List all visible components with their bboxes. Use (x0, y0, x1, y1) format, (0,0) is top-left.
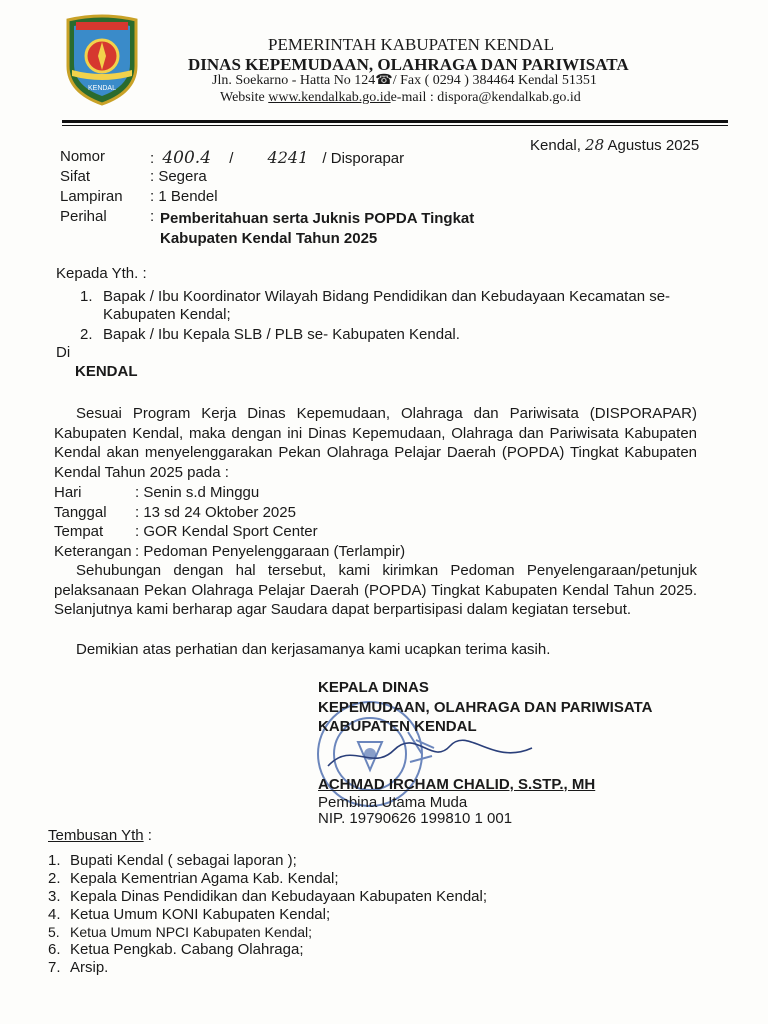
cc-item-number: 5. (48, 924, 60, 940)
nomor-colon: : (150, 150, 155, 167)
cc-item-text: Bupati Kendal ( sebagai laporan ); (70, 852, 297, 869)
nomor-value (150, 148, 404, 168)
handwritten-signature (322, 736, 542, 776)
website-label: Website (220, 90, 269, 105)
body-paragraph-3: Demikian atas perhatian dan kerjasamanya kami ucapkan terima kasih. (76, 641, 551, 658)
perihal-line-2: Kabupaten Kendal Tahun 2025 (160, 230, 378, 247)
cc-list (48, 852, 608, 977)
signature-title-1: KEPALA DINAS (318, 679, 429, 696)
letterhead-address: Jln. Soekarno - Hatta No 124☎/ Fax ( 0294 ) 384464 Kendal 51351 (212, 73, 597, 88)
nomor-label: Nomor (60, 148, 106, 165)
cc-item-text: Kepala Dinas Pendidikan dan Kebudayaan Kabupaten Kendal; (70, 888, 487, 905)
cc-item-text: Kepala Kementrian Agama Kab. Kendal; (70, 870, 339, 887)
detail-hari-value: : Senin s.d Minggu (135, 484, 260, 501)
cc-item-number: 2. (48, 870, 61, 887)
sifat-value: : Segera (150, 168, 207, 185)
cc-item-text: Arsip. (70, 959, 109, 976)
cc-item-number: 4. (48, 906, 61, 923)
nomor-separator: / (229, 150, 234, 167)
recipient-2-text: Bapak / Ibu Kepala SLB / PLB se- Kabupaten Kendal. (103, 326, 460, 343)
detail-tanggal-label: Tanggal (54, 504, 107, 521)
cc-item (48, 852, 608, 870)
signatory-rank: Pembina Utama Muda (318, 794, 468, 811)
cc-item (48, 941, 608, 959)
perihal-label: Perihal (60, 208, 107, 225)
website-link[interactable]: www.kendalkab.go.id (268, 90, 391, 105)
recipients-place: KENDAL (75, 363, 138, 380)
cc-item-text: Ketua Umum NPCI Kabupaten Kendal; (70, 924, 313, 940)
date-place: Kendal, (530, 137, 581, 154)
cc-heading (48, 827, 152, 844)
cc-item-text: Ketua Umum KONI Kabupaten Kendal; (70, 906, 331, 923)
letterhead-contact (220, 91, 581, 105)
nomor-handwritten-2: 4241 (267, 148, 309, 167)
letterhead-agency: DINAS KEPEMUDAAN, OLAHRAGA DAN PARIWISATA (188, 55, 629, 74)
cc-item-number: 3. (48, 888, 61, 905)
logo-text: KENDAL (87, 85, 117, 92)
cc-heading-text: Tembusan Yth (48, 827, 144, 844)
cc-item-text: Ketua Pengkab. Cabang Olahraga; (70, 941, 304, 958)
signatory-name: ACHMAD IRCHAM CHALID, S.STP., MH (318, 776, 596, 793)
letterhead-rule-thick (62, 120, 728, 123)
nomor-handwritten-1: 400.4 (162, 148, 212, 168)
cc-item-number: 6. (48, 941, 61, 958)
cc-item (48, 906, 608, 924)
detail-keterangan-value: : Pedoman Penyelenggaraan (Terlampir) (135, 543, 406, 560)
detail-keterangan-label: Keterangan (54, 543, 132, 560)
cc-item (48, 959, 608, 977)
letter-date (530, 138, 699, 153)
recipient-2-number: 2. (80, 326, 93, 343)
signature-title-3: KABUPATEN KENDAL (318, 718, 477, 735)
detail-hari-label: Hari (54, 484, 82, 501)
date-month-year: Agustus 2025 (607, 137, 700, 154)
signatory-nip: NIP. 19790626 199810 1 001 (318, 810, 513, 827)
nomor-suffix: / Disporapar (322, 150, 405, 167)
signature-title-2: KEPEMUDAAN, OLAHRAGA DAN PARIWISATA (318, 699, 653, 716)
letterhead-rule-thin (62, 125, 728, 126)
email-text: e-mail : dispora@kendalkab.go.id (390, 90, 581, 105)
detail-tempat-label: Tempat (54, 523, 104, 540)
lampiran-value: : 1 Bendel (150, 188, 218, 205)
body-paragraph-1: Sesuai Program Kerja Dinas Kepemudaan, Olahraga dan Pariwisata (DISPORAPAR) Kabupaten Kendal, maka dengan ini Dinas Kepemudaan, Olahraga dan Pariwisata Kabupaten Kendal akan menyelenggarakan Pekan Olahraga Pelajar Daerah (POPDA) Tingkat Kabupaten Kendal Tahun 2025 pada : (54, 405, 697, 481)
cc-item-number: 7. (48, 959, 61, 976)
recipient-1-line-2: Kabupaten Kendal; (103, 306, 231, 323)
letterhead-government: PEMERINTAH KABUPATEN KENDAL (268, 35, 555, 54)
lampiran-label: Lampiran (60, 188, 123, 205)
body-paragraph-2: Sehubungan dengan hal tersebut, kami kirimkan Pedoman Penyelengaraan/petunjuk pelaksanaan Pekan Olahraga Pelajar Daerah (POPDA) Tingkat Kabupaten Kendal Tahun 2025. Selanjutnya kami berharap agar Saudara dapat berpartisipasi dalam kegiatan tersebut. (54, 562, 697, 618)
detail-tempat-value: : GOR Kendal Sport Center (135, 523, 318, 540)
recipients-di: Di (56, 344, 71, 361)
cc-heading-colon: : (143, 827, 152, 844)
recipient-1-number: 1. (80, 288, 93, 305)
cc-item (48, 924, 608, 941)
perihal-colon: : (150, 208, 155, 225)
date-day-handwritten: 28 (585, 136, 605, 154)
perihal-line-1: Pemberitahuan serta Juknis POPDA Tingkat (160, 210, 475, 227)
cc-item-number: 1. (48, 852, 61, 869)
sifat-label: Sifat (60, 168, 91, 185)
recipients-intro: Kepada Yth. : (56, 265, 147, 282)
cc-item (48, 870, 608, 888)
regency-logo (62, 14, 142, 106)
cc-item (48, 888, 608, 906)
recipient-1-line-1: Bapak / Ibu Koordinator Wilayah Bidang Pendidikan dan Kebudayaan Kecamatan se- (103, 288, 671, 305)
detail-tanggal-value: : 13 sd 24 Oktober 2025 (135, 504, 296, 521)
